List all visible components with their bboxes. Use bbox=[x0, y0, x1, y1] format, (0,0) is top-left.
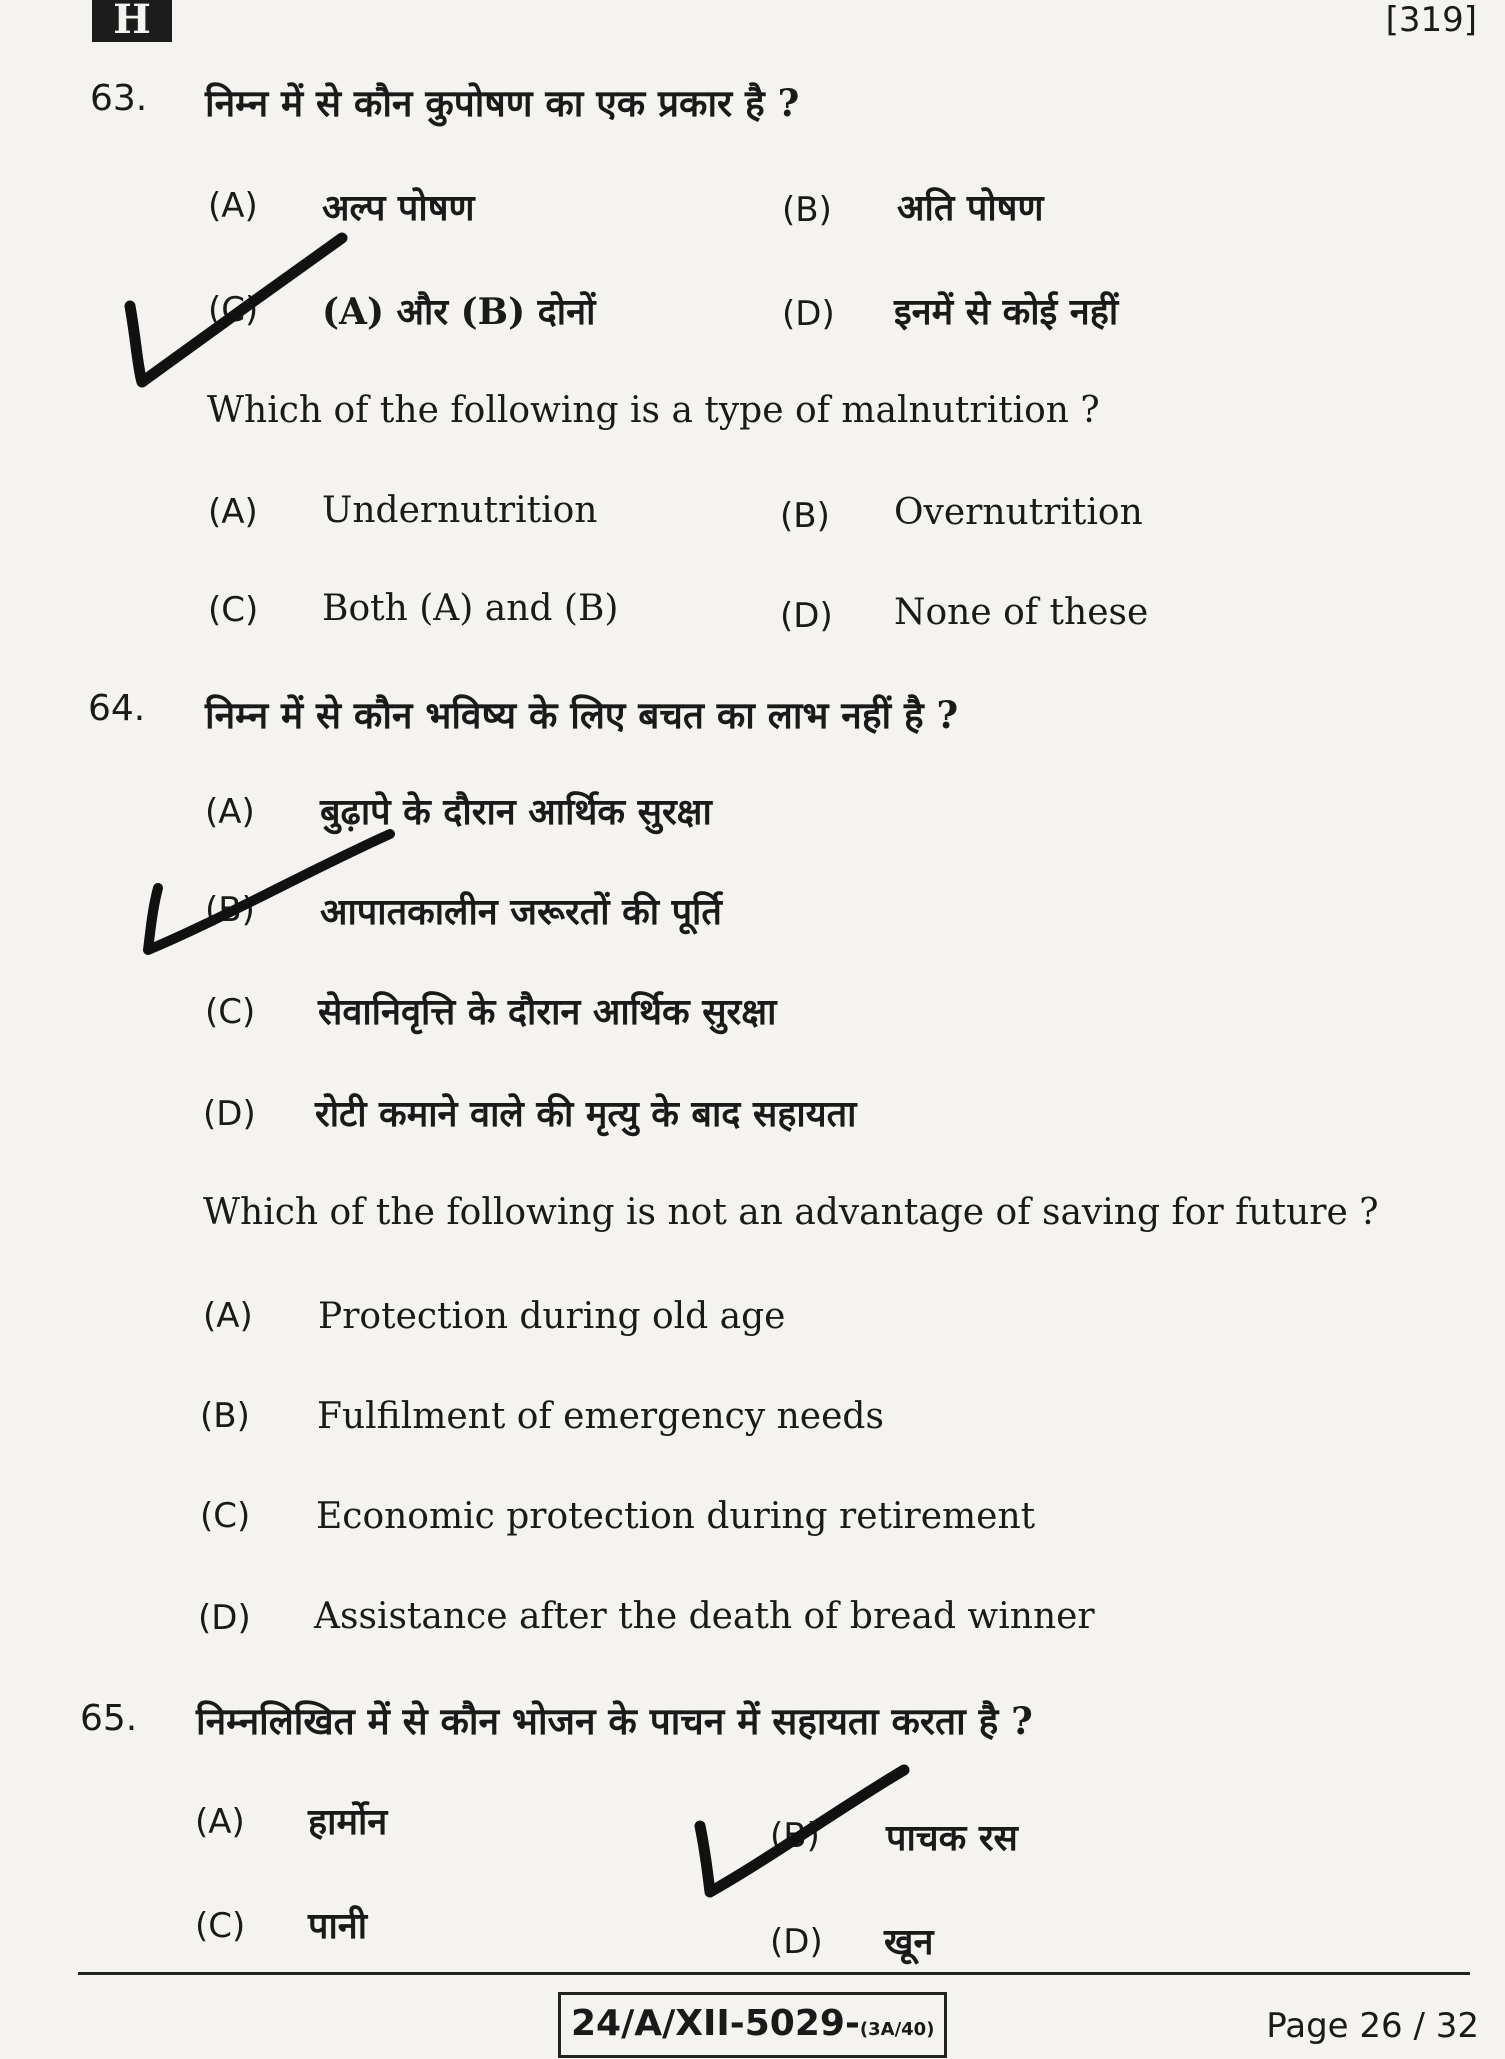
question-text-english: Which of the following is a type of malnutrition ? bbox=[207, 390, 1100, 431]
checkmark-icon bbox=[700, 1770, 904, 1892]
question-text-hindi: निम्नलिखित में से कौन भोजन के पाचन में सहायता करता है ? bbox=[196, 1699, 1033, 1743]
option-label: (A) bbox=[208, 492, 258, 532]
question-text-hindi: निम्न में से कौन कुपोषण का एक प्रकार है ? bbox=[205, 81, 800, 125]
option-label: (B) bbox=[770, 1816, 820, 1856]
checkmark-icon bbox=[148, 834, 390, 950]
option-text: Undernutrition bbox=[322, 490, 598, 531]
option-label: (D) bbox=[780, 596, 833, 636]
option-label: (A) bbox=[208, 186, 258, 226]
option-label: (A) bbox=[203, 1296, 253, 1336]
option-text: आपातकालीन जरूरतों की पूर्ति bbox=[320, 891, 722, 933]
question-number: 63. bbox=[90, 78, 148, 119]
option-text: पानी bbox=[308, 1905, 368, 1947]
page-number: [319] bbox=[1385, 0, 1477, 40]
option-text: पाचक रस bbox=[886, 1817, 1018, 1859]
section-badge: H bbox=[92, 0, 172, 42]
option-label: (D) bbox=[198, 1598, 251, 1638]
question-number: 65. bbox=[80, 1698, 138, 1739]
option-text: Protection during old age bbox=[318, 1296, 786, 1337]
option-text: None of these bbox=[894, 592, 1149, 633]
option-label: (C) bbox=[205, 992, 256, 1032]
option-label: (D) bbox=[770, 1922, 823, 1962]
option-label: (C) bbox=[208, 590, 259, 630]
question-text-hindi: निम्न में से कौन भविष्य के लिए बचत का लाभ नहीं है ? bbox=[205, 693, 959, 737]
option-text: अल्प पोषण bbox=[322, 187, 475, 229]
question-text-english: Which of the following is not an advantage of saving for future ? bbox=[203, 1192, 1379, 1233]
option-text: अति पोषण bbox=[897, 187, 1044, 229]
option-label: (C) bbox=[195, 1906, 246, 1946]
option-label: (B) bbox=[200, 1396, 250, 1436]
option-label: (B) bbox=[205, 890, 255, 930]
option-text: बुढ़ापे के दौरान आर्थिक सुरक्षा bbox=[320, 791, 712, 833]
option-text: (A) और (B) दोनों bbox=[322, 291, 596, 333]
checkmark-icon bbox=[130, 238, 342, 382]
option-text: Economic protection during retirement bbox=[316, 1496, 1036, 1537]
option-text: खून bbox=[884, 1921, 934, 1963]
option-label: (A) bbox=[205, 792, 255, 832]
option-text: Fulfilment of emergency needs bbox=[317, 1396, 884, 1437]
paper-code-text: 24/A/XII-5029- bbox=[571, 2003, 860, 2044]
option-label: (C) bbox=[200, 1496, 251, 1536]
option-label: (A) bbox=[195, 1802, 245, 1842]
paper-code bbox=[558, 1992, 947, 2058]
option-text: हार्मोन bbox=[308, 1801, 388, 1843]
page-of-total: Page 26 / 32 bbox=[1266, 2006, 1479, 2046]
footer-divider bbox=[78, 1972, 1470, 1975]
option-label: (B) bbox=[782, 190, 832, 230]
option-label: (C) bbox=[208, 290, 259, 330]
option-text: Assistance after the death of bread winner bbox=[314, 1596, 1095, 1637]
option-text: Overnutrition bbox=[894, 492, 1143, 533]
option-text: सेवानिवृत्ति के दौरान आर्थिक सुरक्षा bbox=[318, 991, 777, 1033]
option-text: Both (A) and (B) bbox=[322, 588, 619, 629]
paper-code-suffix: (3A/40) bbox=[859, 2019, 935, 2040]
option-text: इनमें से कोई नहीं bbox=[894, 291, 1119, 333]
option-label: (D) bbox=[782, 294, 835, 334]
option-label: (D) bbox=[203, 1094, 256, 1134]
question-number: 64. bbox=[88, 688, 146, 729]
option-label: (B) bbox=[780, 496, 830, 536]
option-text: रोटी कमाने वाले की मृत्यु के बाद सहायता bbox=[315, 1093, 857, 1135]
